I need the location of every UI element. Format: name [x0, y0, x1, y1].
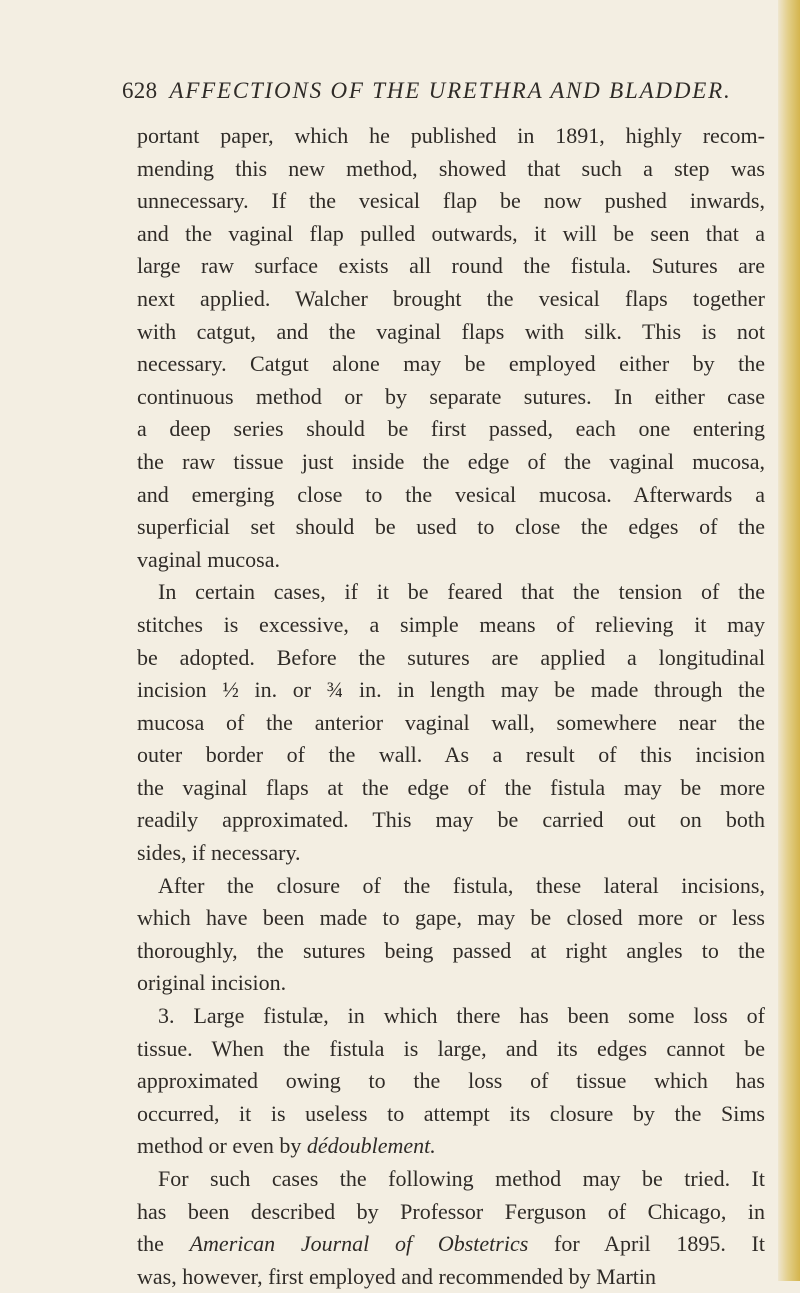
text-line: occurred, it is useless to attempt its closure by the Sims — [137, 1100, 765, 1126]
italic-term: dédoublement. — [306, 1133, 436, 1159]
text-line: approximated owing to the loss of tissue which has — [137, 1068, 765, 1094]
running-title: AFFECTIONS OF THE URETHRA AND BLADDER. — [169, 78, 732, 103]
text-line: readily approximated. This may be carried out on both — [137, 807, 765, 833]
text-fragment: for April 1895. It — [554, 1231, 765, 1257]
text-line: incision ½ in. or ¾ in. in length may be made through the — [137, 677, 765, 703]
text-line: continuous method or by separate sutures. In either case — [137, 383, 765, 409]
journal-title: American Journal of Obstetrics — [189, 1231, 529, 1257]
text-line: has been described by Professor Ferguson of Chicago, in — [137, 1198, 765, 1224]
text-line: which have been made to gape, may be closed more or less — [137, 905, 765, 931]
text-line: with catgut, and the vaginal flaps with silk. This is not — [137, 318, 765, 344]
text-line: vaginal mucosa. — [137, 546, 280, 572]
running-header — [122, 78, 742, 104]
body-text — [137, 120, 765, 1293]
paragraph-start-line: In certain cases, if it be feared that the tension of the — [158, 579, 765, 605]
text-line: large raw surface exists all round the fistula. Sutures are — [137, 253, 765, 279]
text-line: original incision. — [137, 970, 287, 996]
text-line: and emerging close to the vesical mucosa. Afterwards a — [137, 481, 765, 507]
text-line — [137, 1130, 765, 1163]
text-line — [137, 1228, 765, 1261]
text-line: sides, if necessary. — [137, 840, 301, 866]
text-line: portant paper, which he published in 1891, highly recom- — [137, 123, 765, 148]
text-line: the raw tissue just inside the edge of the vaginal mucosa, — [137, 448, 765, 474]
text-line: be adopted. Before the sutures are applied a longitudinal — [137, 644, 765, 670]
text-line: tissue. When the fistula is large, and its edges cannot be — [137, 1035, 765, 1061]
text-line: a deep series should be first passed, each one entering — [137, 416, 765, 442]
text-line: mucosa of the anterior vaginal wall, somewhere near the — [137, 709, 765, 735]
text-line: was, however, first employed and recommended by Martin — [137, 1263, 657, 1289]
page-edge — [778, 0, 800, 1281]
text-line: next applied. Walcher brought the vesical flaps together — [137, 285, 765, 311]
text-line: unnecessary. If the vesical flap be now pushed inwards, — [137, 188, 765, 214]
text-line: and the vaginal flap pulled outwards, it will be seen that a — [137, 220, 765, 246]
text-line: outer border of the wall. As a result of this incision — [137, 742, 765, 768]
section-heading-line: 3. Large fistulæ, in which there has been some loss of — [158, 1003, 765, 1029]
text-line: the vaginal flaps at the edge of the fistula may be more — [137, 774, 765, 800]
text-line: necessary. Catgut alone may be employed either by the — [137, 351, 765, 377]
paragraph-start-line: For such cases the following method may be tried. It — [158, 1166, 765, 1191]
text-line: superficial set should be used to close the edges of the — [137, 514, 765, 540]
text-fragment: the — [137, 1231, 164, 1257]
page-number: 628 — [122, 78, 158, 103]
text-line: mending this new method, showed that such a step was — [137, 155, 765, 181]
text-line: thoroughly, the sutures being passed at right angles to the — [137, 937, 765, 963]
text-line: stitches is excessive, a simple means of relieving it may — [137, 611, 765, 637]
paragraph-start-line: After the closure of the fistula, these lateral incisions, — [158, 872, 765, 898]
text-fragment: method or even by — [137, 1133, 302, 1159]
